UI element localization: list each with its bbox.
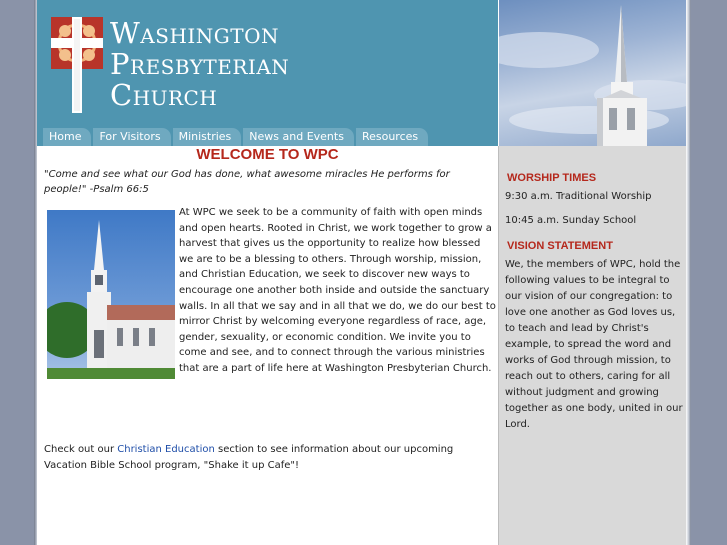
site-logo-text[interactable] [110, 18, 289, 111]
page-shadow-right [686, 0, 691, 545]
check-out-paragraph [44, 442, 494, 473]
intro-paragraph: At WPC we seek to be a community of faith with open minds and open hearts. Rooted in Christ, we work together to grow a harvest that gives us the opportunity to realize how blessed we are to be a blessing to others. Through worship, mission, and Christian Education, we seek to discover new ways to encourage one another both inside and outside the sanctuary walls. In all that we say and in all that we do, we do our best to mirror Christ by welcoming everyone regardless of race, age, gender, sexuality, or economic condition. We invite you to come and see, and to connect through the various ministries that are a part of life here at Washington Presbyterian Church. [179, 207, 496, 374]
logo-line-1: Washington [110, 16, 280, 50]
nav-for-visitors[interactable]: For Visitors [93, 128, 170, 146]
nav-home[interactable]: Home [43, 128, 91, 146]
page [37, 0, 686, 545]
steeple-photo [499, 0, 686, 146]
check-out-suffix: section to see information about our upcoming Vacation Bible School program, "Shake it up Cafe"! [44, 444, 454, 471]
worship-time-2: 10:45 a.m. Sunday School [505, 215, 637, 226]
nav-ministries[interactable]: Ministries [173, 128, 242, 146]
celtic-cross-icon[interactable] [51, 17, 103, 113]
page-title: WELCOME TO WPC [196, 146, 339, 163]
check-out-prefix: Check out our [44, 444, 118, 455]
main-nav [43, 128, 428, 146]
logo-line-2: Presbyterian [110, 47, 290, 81]
sidebar [498, 146, 686, 545]
site-header [37, 0, 498, 146]
scripture-quote: "Come and see what our God has done, what awesome miracles He performs for people!" -Psalm 66:5 [44, 169, 450, 195]
nav-news-and-events[interactable]: News and Events [243, 128, 354, 146]
nav-resources[interactable]: Resources [356, 128, 428, 146]
vision-statement-heading: VISION STATEMENT [507, 240, 613, 252]
worship-time-1: 9:30 a.m. Traditional Worship [505, 191, 652, 202]
vision-statement-text: We, the members of WPC, hold the following values to be integral to our vision of our congregation: to love one another as God loves us, to teach and lead by Christ's example, to spread the word and works of God through mission, to reach out to others, caring for all without judgment and growing together as one body, united in our Lord. [505, 259, 683, 430]
church-photo [47, 210, 175, 379]
christian-education-link[interactable]: Christian Education [117, 444, 215, 455]
logo-line-3: Church [110, 78, 218, 112]
worship-times-heading: WORSHIP TIMES [507, 172, 597, 184]
